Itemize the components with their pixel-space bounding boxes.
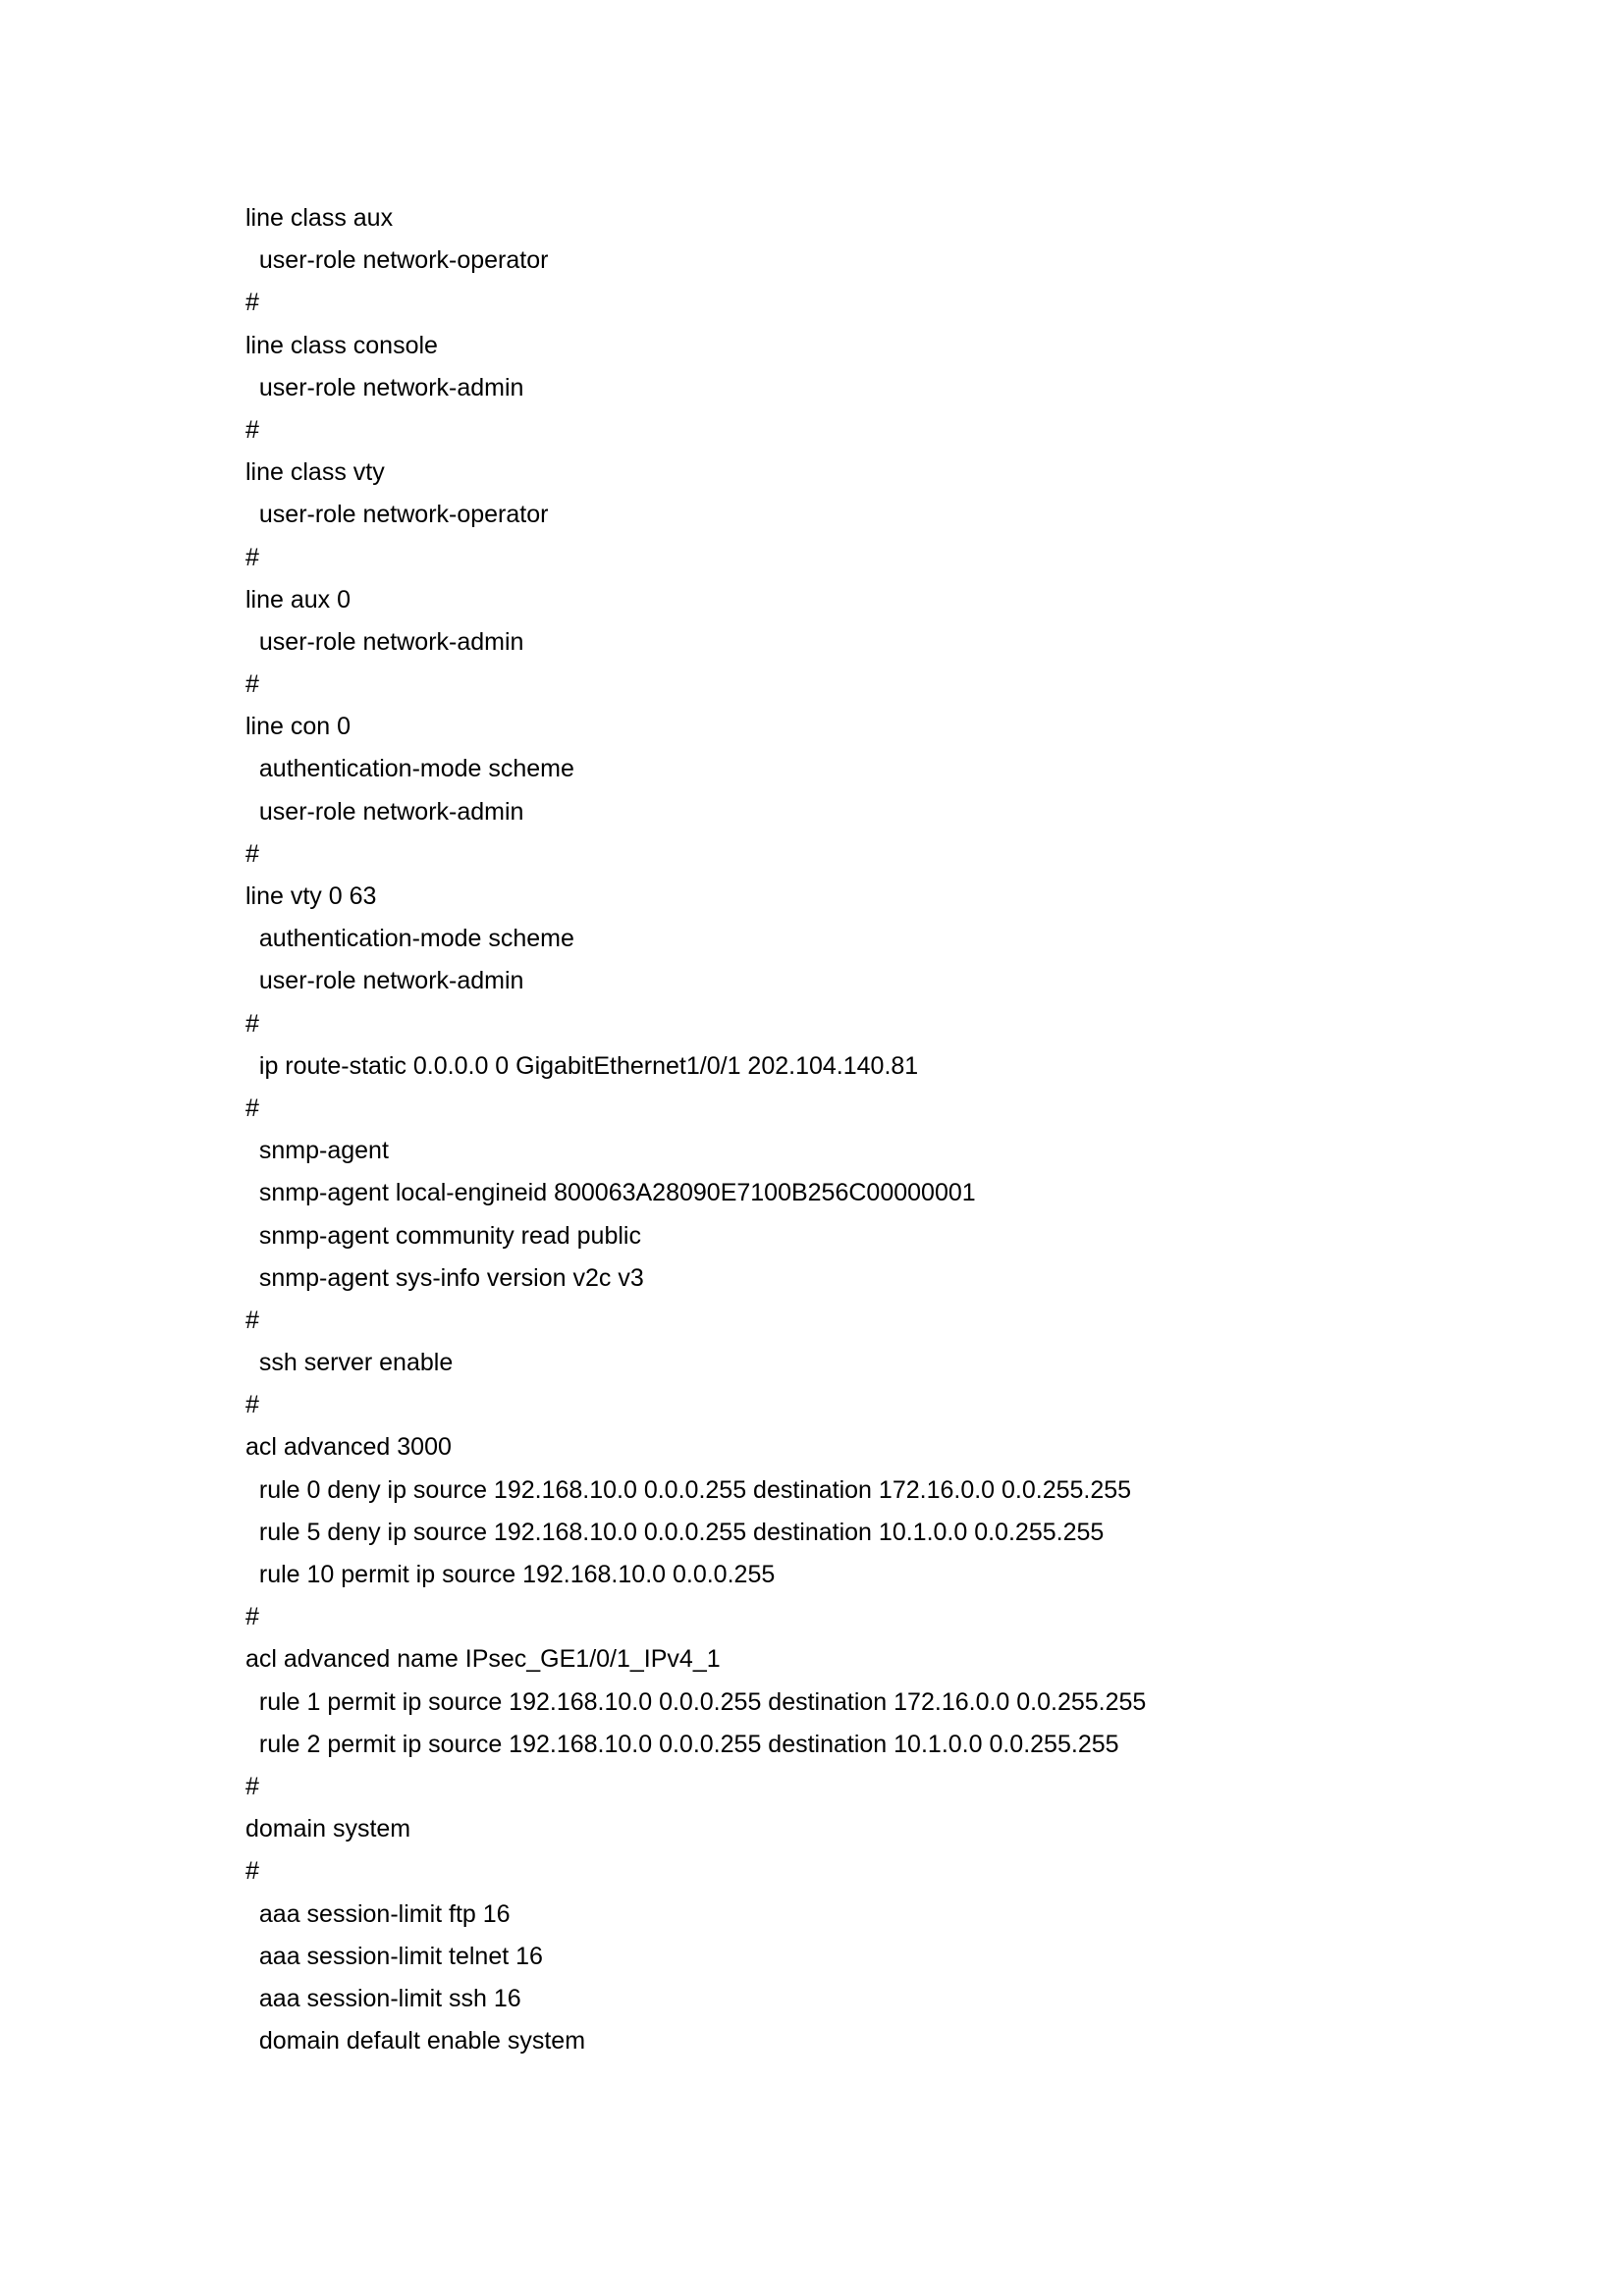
config-line: domain system — [245, 1815, 411, 1843]
config-line: # — [245, 1009, 259, 1038]
config-line: # — [245, 839, 259, 868]
config-line: aaa session-limit ssh 16 — [245, 1984, 521, 2012]
config-line: ip route-static 0.0.0.0 0 GigabitEthernet1/0/1 202.104.140.81 — [245, 1051, 919, 1080]
config-line: line class aux — [245, 204, 394, 232]
config-line: line vty 0 63 — [245, 882, 377, 910]
config-line: # — [245, 1857, 259, 1886]
config-line: acl advanced 3000 — [245, 1433, 452, 1462]
config-line: rule 2 permit ip source 192.168.10.0 0.0.0.255 destination 10.1.0.0 0.0.255.255 — [245, 1730, 1119, 1758]
config-line: snmp-agent local-engineid 800063A28090E7100B256C00000001 — [245, 1179, 976, 1207]
config-line: user-role network-admin — [245, 627, 524, 656]
config-line: # — [245, 289, 259, 317]
config-line: # — [245, 1391, 259, 1419]
config-line: domain default enable system — [245, 2027, 586, 2056]
config-line: # — [245, 1094, 259, 1122]
config-line: line aux 0 — [245, 585, 352, 614]
config-line: line class console — [245, 331, 438, 359]
config-line: aaa session-limit ftp 16 — [245, 1899, 511, 1928]
config-line: # — [245, 1772, 259, 1800]
config-line: ssh server enable — [245, 1349, 454, 1377]
config-line: # — [245, 670, 259, 699]
config-line: user-role network-admin — [245, 967, 524, 995]
config-line: acl advanced name IPsec_GE1/0/1_IPv4_1 — [245, 1645, 721, 1674]
config-line: user-role network-operator — [245, 501, 549, 529]
config-line: snmp-agent community read public — [245, 1221, 641, 1250]
config-line: rule 1 permit ip source 192.168.10.0 0.0.0.255 destination 172.16.0.0 0.0.255.255 — [245, 1687, 1147, 1716]
config-line: # — [245, 1603, 259, 1631]
config-line: # — [245, 1306, 259, 1334]
config-line: rule 0 deny ip source 192.168.10.0 0.0.0.255 destination 172.16.0.0 0.0.255.255 — [245, 1475, 1132, 1504]
config-line: # — [245, 543, 259, 571]
config-line: rule 5 deny ip source 192.168.10.0 0.0.0.255 destination 10.1.0.0 0.0.255.255 — [245, 1518, 1105, 1546]
config-line: rule 10 permit ip source 192.168.10.0 0.0.0.255 — [245, 1561, 776, 1588]
config-line: aaa session-limit telnet 16 — [245, 1942, 543, 1970]
config-line: # — [245, 415, 259, 444]
config-line: snmp-agent — [245, 1137, 389, 1165]
config-line: user-role network-admin — [245, 797, 524, 826]
config-line: authentication-mode scheme — [245, 755, 574, 783]
config-line: user-role network-operator — [245, 246, 549, 275]
config-line: authentication-mode scheme — [245, 925, 574, 953]
config-line: snmp-agent sys-info version v2c v3 — [245, 1263, 644, 1292]
config-line: line class vty — [245, 458, 385, 487]
config-text-block — [245, 197, 1146, 2062]
config-line: user-role network-admin — [245, 373, 524, 401]
config-line: line con 0 — [245, 713, 352, 741]
